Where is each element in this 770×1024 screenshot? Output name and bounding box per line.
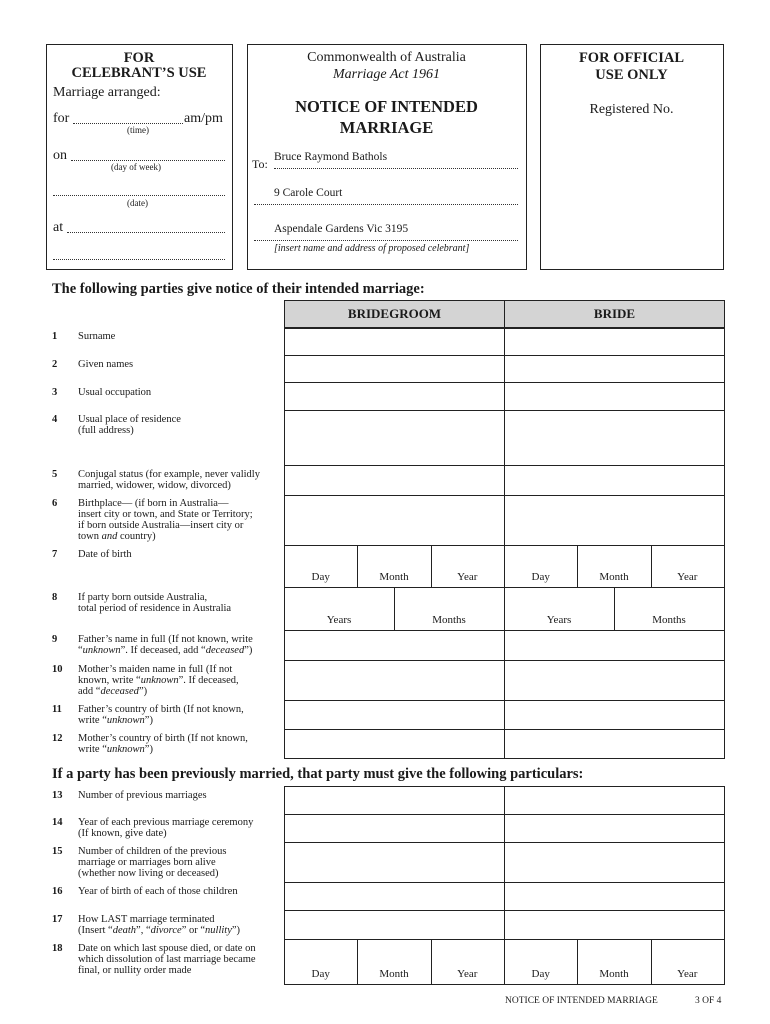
bridegroom-years-label: Years (326, 614, 352, 626)
bridegroom-month-label: Month (379, 968, 409, 980)
row-number: 4 (52, 414, 58, 425)
row-label: Father’s name in full (If not known, write “unknown”. If deceased, add “deceased”) (78, 634, 253, 656)
row-number: 9 (52, 634, 58, 645)
celebrant-hint: [insert name and address of proposed celebrant] (274, 243, 470, 254)
official-heading: FOR OFFICIAL USE ONLY (578, 50, 685, 83)
celebrant-address-1[interactable]: 9 Carole Court (274, 187, 343, 199)
page-number: 3 OF 4 (695, 996, 722, 1006)
bridegroom-cell[interactable] (284, 786, 505, 815)
celebrant-heading: FOR CELEBRANT’S USE (71, 50, 207, 81)
bride-cell[interactable] (504, 328, 725, 356)
row-label: Conjugal status (for example, never validly married, widower, widow, divorced) (78, 469, 260, 491)
commonwealth-label: Commonwealth of Australia (307, 50, 466, 65)
bride-year-label: Year (677, 968, 698, 980)
row-label: Date of birth (78, 549, 132, 560)
bride-day-label: Day (531, 968, 550, 980)
row-number: 11 (52, 704, 62, 715)
bride-cell[interactable] (504, 410, 725, 466)
to-label: To: (252, 157, 268, 171)
bridegroom-cell[interactable] (284, 328, 505, 356)
bride-cell[interactable] (504, 882, 725, 911)
bridegroom-year-label: Year (457, 571, 478, 583)
official-box (540, 44, 724, 270)
address-line-2 (254, 240, 518, 241)
location-field[interactable] (67, 232, 225, 233)
row-number: 14 (52, 817, 63, 828)
bridegroom-cell[interactable] (284, 495, 505, 546)
for-label: for (53, 111, 70, 126)
row-label: Surname (78, 331, 116, 342)
address-line-1 (254, 204, 518, 205)
bridegroom-cell[interactable] (284, 700, 505, 730)
bride-month-label: Month (599, 968, 629, 980)
row-label: Birthplace— (if born in Australia— insert city or town, and State or Territory; if born outside Australia—insert city or town and country) (78, 498, 253, 542)
bride-cell[interactable] (504, 729, 725, 759)
bridegroom-day-label: Day (311, 968, 330, 980)
row-number: 10 (52, 664, 63, 675)
row-label: Year of each previous marriage ceremony (If known, give date) (78, 817, 254, 839)
row-label: Mother’s maiden name in full (If not known, write “unknown”. If deceased, add “deceased”) (78, 664, 239, 697)
bride-year-label: Year (677, 571, 698, 583)
bride-cell[interactable] (504, 630, 725, 661)
section1-title: The following parties give notice of their intended marriage: (52, 281, 425, 297)
date-field[interactable] (53, 195, 225, 196)
ampm-label: am/pm (184, 111, 223, 126)
bride-header: BRIDE (504, 300, 725, 328)
bridegroom-cell[interactable] (284, 355, 505, 383)
bridegroom-cell[interactable] (284, 630, 505, 661)
row-label: If party born outside Australia, total period of residence in Australia (78, 592, 232, 614)
bridegroom-cell[interactable] (284, 410, 505, 466)
bride-cell[interactable] (504, 465, 725, 496)
celebrant-address-2[interactable]: Aspendale Gardens Vic 3195 (274, 223, 409, 235)
bride-cell[interactable] (504, 382, 725, 411)
bridegroom-header: BRIDEGROOM (284, 300, 505, 328)
celebrant-name-line (274, 168, 518, 169)
location-field-2[interactable] (53, 259, 225, 260)
row-number: 16 (52, 886, 63, 897)
row-number: 3 (52, 387, 58, 398)
section2-title: If a party has been previously married, that party must give the following particulars: (52, 766, 584, 782)
bridegroom-cell[interactable] (284, 814, 505, 843)
bridegroom-cell[interactable] (284, 729, 505, 759)
bride-cell[interactable] (504, 660, 725, 701)
bridegroom-cell[interactable] (284, 382, 505, 411)
bride-day-label: Day (531, 571, 550, 583)
bride-cell[interactable] (504, 814, 725, 843)
row-label: Number of children of the previous marriage or marriages born alive (whether now living or deceased) (78, 846, 227, 879)
row-label: Given names (78, 359, 134, 370)
bridegroom-cell[interactable] (284, 660, 505, 701)
row-label: Mother’s country of birth (If not known, write “unknown”) (78, 733, 248, 755)
day-hint: (day of week) (111, 162, 161, 172)
row-label: Usual place of residence (full address) (78, 414, 181, 436)
marriage-act-label: Marriage Act 1961 (332, 67, 441, 82)
row-number: 13 (52, 790, 63, 801)
time-hint: (time) (127, 125, 149, 135)
row-number: 8 (52, 592, 58, 603)
bride-cell[interactable] (504, 700, 725, 730)
row-number: 2 (52, 359, 58, 370)
bride-years-label: Years (546, 614, 572, 626)
day-of-week-field[interactable] (71, 160, 225, 161)
at-label: at (53, 220, 64, 235)
row-number: 18 (52, 943, 63, 954)
bridegroom-month-label: Month (379, 571, 409, 583)
bridegroom-cell[interactable] (284, 882, 505, 911)
on-label: on (53, 148, 67, 163)
bride-cell[interactable] (504, 355, 725, 383)
bride-cell[interactable] (504, 786, 725, 815)
bridegroom-cell[interactable] (284, 910, 505, 940)
celebrant-name[interactable]: Bruce Raymond Bathols (274, 151, 388, 163)
row-label: Date on which last spouse died, or date on which dissolution of last marriage became final, or nullity order made (78, 943, 256, 976)
bridegroom-cell[interactable] (284, 465, 505, 496)
bridegroom-cell[interactable] (284, 842, 505, 883)
form-title: NOTICE OF INTENDED MARRIAGE (295, 97, 478, 137)
row-number: 12 (52, 733, 63, 744)
row-label: Father’s country of birth (If not known, write “unknown”) (78, 704, 244, 726)
date-hint: (date) (127, 198, 148, 208)
bride-cell[interactable] (504, 910, 725, 940)
bride-cell[interactable] (504, 842, 725, 883)
celebrant-box (46, 44, 233, 270)
bride-months-label: Months (652, 614, 686, 626)
time-field[interactable] (73, 123, 183, 124)
notice-box (247, 44, 527, 270)
row-number: 6 (52, 498, 58, 509)
row-number: 1 (52, 331, 58, 342)
row-number: 7 (52, 549, 58, 560)
registered-no-label: Registered No. (589, 102, 674, 117)
row-number: 17 (52, 914, 63, 925)
marriage-arranged-label: Marriage arranged: (53, 85, 161, 100)
row-label: Number of previous marriages (78, 790, 207, 801)
row-number: 15 (52, 846, 63, 857)
row-number: 5 (52, 469, 58, 480)
bride-month-label: Month (599, 571, 629, 583)
row-label: How LAST marriage terminated (Insert “death”, “divorce” or “nullity”) (78, 914, 241, 936)
bride-cell[interactable] (504, 495, 725, 546)
footer-title: NOTICE OF INTENDED MARRIAGE (505, 996, 658, 1006)
bridegroom-months-label: Months (432, 614, 466, 626)
row-label: Year of birth of each of those children (78, 886, 238, 897)
bridegroom-year-label: Year (457, 968, 478, 980)
row-label: Usual occupation (78, 387, 152, 398)
bridegroom-day-label: Day (311, 571, 330, 583)
